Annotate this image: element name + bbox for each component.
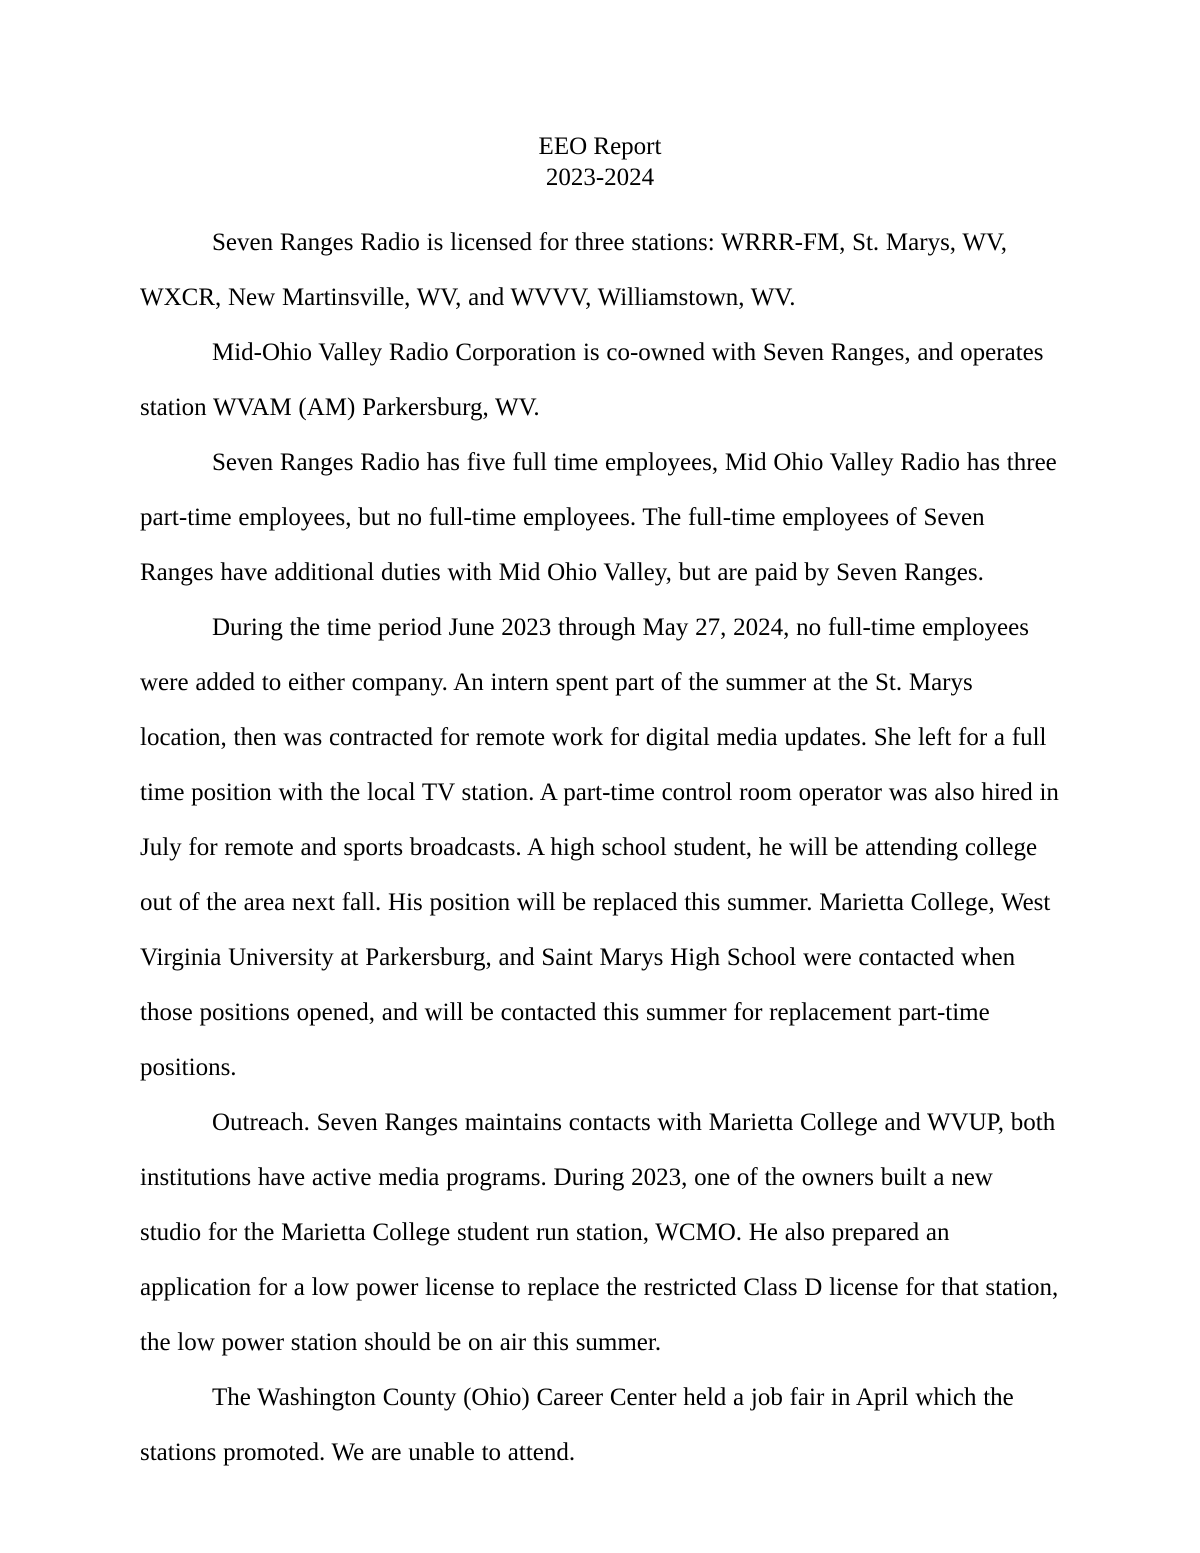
paragraph-mid-ohio-valley: Mid-Ohio Valley Radio Corporation is co-owned with Seven Ranges, and operates station WVAM (AM) Parkersburg, WV. [140, 339, 1044, 421]
paragraph-hiring-period: During the time period June 2023 through May 27, 2024, no full-time employees were added to either company. An intern spent part of the summer at the St. Marys location, then was contracted for remote work for digital media updates. She left for a full time position with the local TV station. A part-time control room operator was also hired in July for remote and sports broadcasts. A high school student, he will be attending college out of the area next fall. His position will be replaced this summer. Marietta College, West Virginia University at Parkersburg, and Saint Marys High School were contacted when those positions opened, and will be contacted this summer for replacement part-time positions. [140, 614, 1059, 1081]
title-line-2: 2023-2024 [545, 163, 655, 191]
paragraph-outreach: Outreach. Seven Ranges maintains contacts with Marietta College and WVUP, both institutions have active media programs. During 2023, one of the owners built a new studio for the Marietta College student run station, WCMO. He also prepared an application for a low power license to replace the restricted Class D license for that station, the low power station should be on air this summer. [140, 1109, 1059, 1356]
document-body [140, 215, 1060, 1480]
page-title [140, 132, 1060, 193]
paragraph-job-fair: The Washington County (Ohio) Career Center held a job fair in April which the stations promoted. We are unable to attend. [140, 1384, 1014, 1466]
paragraph-stations: Seven Ranges Radio is licensed for three stations: WRRR-FM, St. Marys, WV, WXCR, New Martinsville, WV, and WVVV, Williamstown, WV. [140, 229, 1008, 311]
paragraph-employees: Seven Ranges Radio has five full time employees, Mid Ohio Valley Radio has three part-time employees, but no full-time employees. The full-time employees of Seven Ranges have additional duties with Mid Ohio Valley, but are paid by Seven Ranges. [140, 449, 1057, 586]
title-line-1: EEO Report [538, 133, 662, 160]
